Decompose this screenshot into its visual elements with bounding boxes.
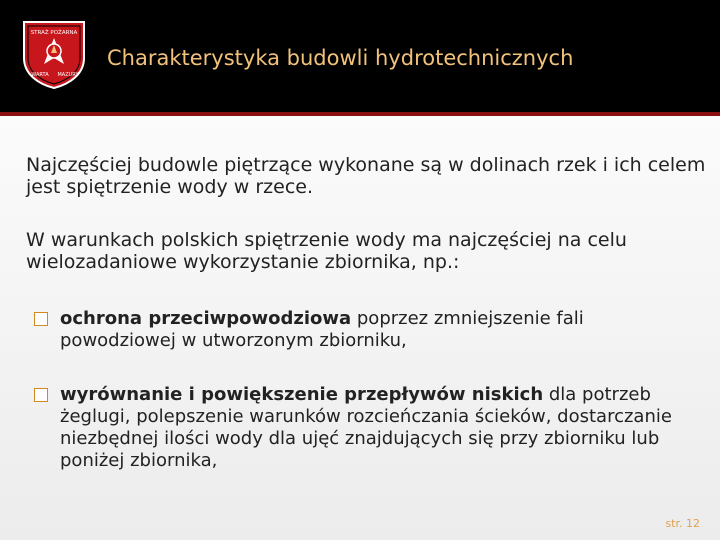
paragraph-1: Najczęściej budowle piętrzące wykonane są w dolinach rzek i ich celem jest spiętrzenie wody w rzece.: [26, 154, 706, 198]
logo-right-text: MAZURY: [57, 72, 79, 78]
page-title: Charakterystyka budowli hydrotechnicznych: [107, 46, 574, 70]
bullet-item-low-flow: [34, 384, 694, 472]
bullet-bold-text: ochrona przeciwpowodziowa: [60, 308, 352, 329]
bullet-bold-text: wyrównanie i powiększenie przepływów niskich: [60, 384, 544, 405]
bullet-box-icon: [34, 388, 48, 402]
paragraph-2: W warunkach polskich spiętrzenie wody ma najczęściej na celu wielozadaniowe wykorzystanie zbiornika, np.:: [26, 229, 627, 273]
bullet-box-icon: [34, 312, 48, 326]
header: [0, 0, 720, 112]
bullet-text: dla potrzeb żeglugi, polepszenie warunków rozcieńczania ścieków, dostarczanie niezbędnej ilości wody dla ujęć znajdujących się przy zbiorniku lub poniżej zbiornika,: [60, 384, 672, 471]
fire-brigade-logo: [20, 18, 88, 90]
bullet-item-flood-protection: [34, 308, 694, 352]
slide-content: [0, 116, 720, 540]
logo-top-text: STRAŻ POŻARNA: [30, 30, 78, 36]
logo-left-text: WARTA: [31, 72, 49, 78]
page-number: str. 12: [665, 517, 700, 530]
bullet-text: poprzez zmniejszenie fali powodziowej w utworzonym zbiorniku,: [60, 308, 584, 351]
